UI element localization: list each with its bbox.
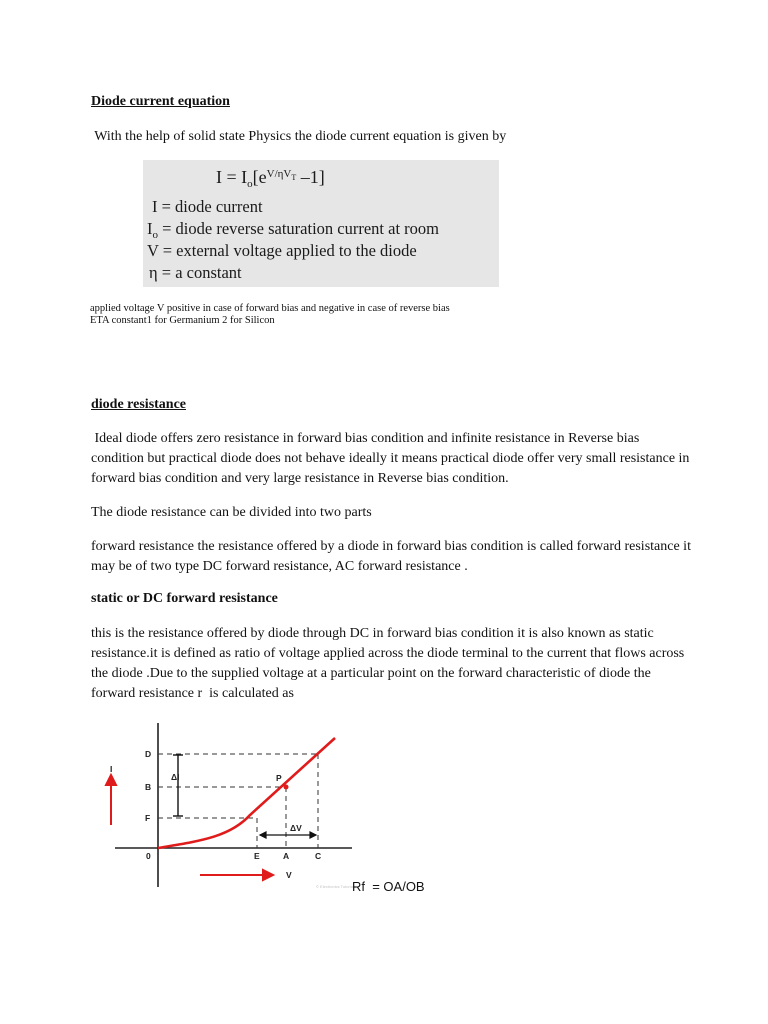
equation-definition-voltage: V = external voltage applied to the diode bbox=[147, 241, 417, 260]
label-delta-v: ΔV bbox=[290, 823, 302, 833]
diagram-watermark: © Electronics Tutorials bbox=[316, 884, 356, 889]
x-axis-label: V bbox=[286, 870, 292, 880]
equation-definition-current: I = diode current bbox=[152, 197, 263, 216]
label-P: P bbox=[276, 773, 282, 783]
equation-definition-saturation: $I_o$ = diode reverse saturation current at room bbox=[147, 219, 439, 241]
intro-paragraph: With the help of solid state Physics the diode current equation is given by bbox=[91, 129, 507, 144]
forward-characteristic-diagram bbox=[90, 715, 360, 895]
section-heading-static-resistance: static or DC forward resistance bbox=[91, 591, 278, 606]
label-D: D bbox=[145, 749, 152, 759]
parts-paragraph: The diode resistance can be divided into two parts bbox=[91, 505, 372, 520]
label-C: C bbox=[315, 851, 322, 861]
label-A: A bbox=[283, 851, 290, 861]
label-B: B bbox=[145, 782, 152, 792]
equation-image bbox=[143, 160, 499, 287]
point-p bbox=[284, 785, 289, 790]
label-E: E bbox=[254, 851, 260, 861]
section-heading-diode-current-equation: Diode current equation bbox=[91, 94, 230, 109]
note-applied-voltage: applied voltage V positive in case of forward bias and negative in case of reverse bias bbox=[90, 303, 450, 314]
ideal-diode-paragraph: Ideal diode offers zero resistance in forward bias condition and infinite resistance in Reverse bias condition but practical diode does not behave ideally it means practical diode offer very small resistance in forward bias condition and very large resistance in Reverse bias condition. bbox=[91, 431, 693, 486]
note-eta-constant: ETA constant1 for Germanium 2 for Silicon bbox=[90, 315, 275, 326]
static-resistance-paragraph: this is the resistance offered by diode through DC in forward bias condition it is also known as static resistance.it is defined as ratio of voltage applied across the diode terminal to the current that flows across the diode .Due to the supplied voltage at a particular point on the forward characteristic of diode the forward resistance r is calculated as bbox=[91, 626, 688, 701]
label-F: F bbox=[145, 813, 151, 823]
diode-equation: $I = I_o[e^{V/\eta VT}$ –1] bbox=[216, 167, 325, 190]
forward-resistance-paragraph: forward resistance the resistance offered by a diode in forward bias condition is called forward resistance it may be of two type DC forward resistance, AC forward resistance . bbox=[91, 539, 691, 574]
rf-formula: Rf = OA/OB bbox=[352, 879, 425, 894]
label-delta-i: ΔI bbox=[171, 772, 180, 782]
y-axis-label: I bbox=[110, 764, 113, 774]
equation-definition-eta: η = a constant bbox=[149, 263, 242, 282]
label-origin: 0 bbox=[146, 851, 151, 861]
section-heading-diode-resistance: diode resistance bbox=[91, 397, 187, 412]
